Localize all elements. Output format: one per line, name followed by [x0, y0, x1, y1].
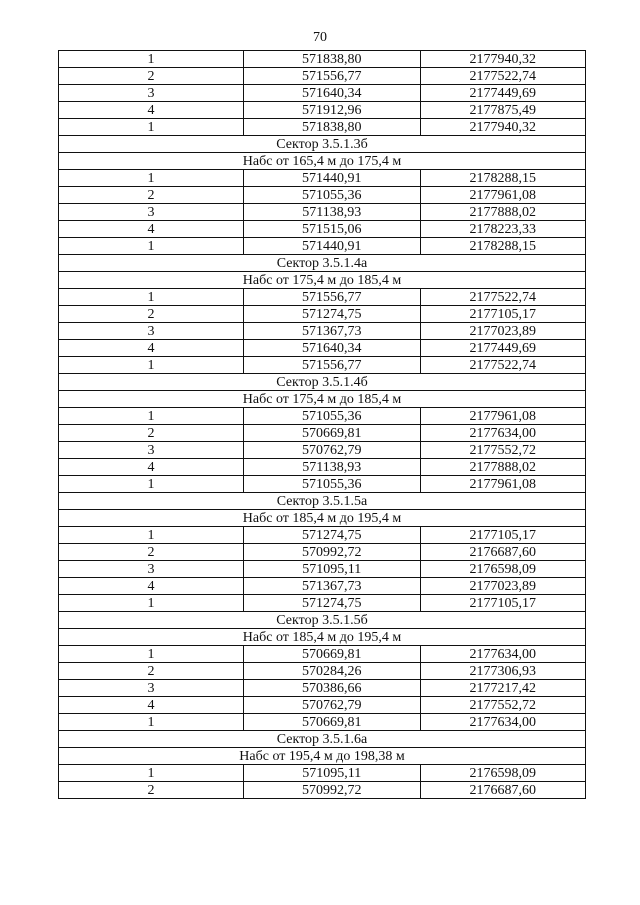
x-coordinate-cell: 571367,73 — [244, 578, 420, 595]
point-number-cell: 4 — [59, 340, 244, 357]
y-coordinate-cell: 2177105,17 — [420, 595, 586, 612]
x-coordinate-cell: 571095,11 — [244, 561, 420, 578]
x-coordinate-cell: 571640,34 — [244, 340, 420, 357]
point-number-cell: 3 — [59, 561, 244, 578]
x-coordinate-cell: 571095,11 — [244, 765, 420, 782]
point-number-cell: 1 — [59, 51, 244, 68]
point-number-cell: 1 — [59, 357, 244, 374]
point-number-cell: 1 — [59, 595, 244, 612]
point-row — [59, 85, 586, 102]
y-coordinate-cell: 2177940,32 — [420, 119, 586, 136]
x-coordinate-cell: 571274,75 — [244, 595, 420, 612]
section-header-cell: Набс от 165,4 м до 175,4 м — [59, 153, 586, 170]
y-coordinate-cell: 2177634,00 — [420, 425, 586, 442]
y-coordinate-cell: 2177105,17 — [420, 527, 586, 544]
point-number-cell: 1 — [59, 289, 244, 306]
point-row — [59, 561, 586, 578]
y-coordinate-cell: 2177306,93 — [420, 663, 586, 680]
point-number-cell: 3 — [59, 680, 244, 697]
y-coordinate-cell: 2176687,60 — [420, 544, 586, 561]
point-row — [59, 646, 586, 663]
point-number-cell: 2 — [59, 306, 244, 323]
point-number-cell: 1 — [59, 408, 244, 425]
section-header-row — [59, 272, 586, 289]
section-header-cell: Сектор 3.5.1.3б — [59, 136, 586, 153]
y-coordinate-cell: 2177522,74 — [420, 68, 586, 85]
point-number-cell: 1 — [59, 527, 244, 544]
y-coordinate-cell: 2177449,69 — [420, 340, 586, 357]
point-number-cell: 1 — [59, 646, 244, 663]
x-coordinate-cell: 571055,36 — [244, 187, 420, 204]
point-row — [59, 476, 586, 493]
point-row — [59, 680, 586, 697]
point-row — [59, 289, 586, 306]
section-header-cell: Сектор 3.5.1.5б — [59, 612, 586, 629]
y-coordinate-cell: 2178288,15 — [420, 238, 586, 255]
page-number: 70 — [313, 30, 327, 45]
point-row — [59, 442, 586, 459]
point-row — [59, 578, 586, 595]
x-coordinate-cell: 570992,72 — [244, 782, 420, 799]
y-coordinate-cell: 2177634,00 — [420, 646, 586, 663]
point-number-cell: 2 — [59, 782, 244, 799]
point-number-cell: 2 — [59, 68, 244, 85]
y-coordinate-cell: 2176598,09 — [420, 561, 586, 578]
coordinates-table-body — [59, 51, 586, 799]
x-coordinate-cell: 570284,26 — [244, 663, 420, 680]
section-header-row — [59, 391, 586, 408]
point-number-cell: 4 — [59, 459, 244, 476]
y-coordinate-cell: 2177888,02 — [420, 459, 586, 476]
point-row — [59, 340, 586, 357]
point-row — [59, 782, 586, 799]
point-row — [59, 238, 586, 255]
x-coordinate-cell: 571556,77 — [244, 289, 420, 306]
point-number-cell: 1 — [59, 714, 244, 731]
y-coordinate-cell: 2177634,00 — [420, 714, 586, 731]
section-header-row — [59, 255, 586, 272]
x-coordinate-cell: 570992,72 — [244, 544, 420, 561]
y-coordinate-cell: 2177888,02 — [420, 204, 586, 221]
x-coordinate-cell: 571556,77 — [244, 357, 420, 374]
x-coordinate-cell: 571556,77 — [244, 68, 420, 85]
point-number-cell: 1 — [59, 170, 244, 187]
x-coordinate-cell: 570762,79 — [244, 697, 420, 714]
point-row — [59, 119, 586, 136]
point-number-cell: 3 — [59, 85, 244, 102]
y-coordinate-cell: 2178288,15 — [420, 170, 586, 187]
point-row — [59, 221, 586, 238]
y-coordinate-cell: 2177552,72 — [420, 697, 586, 714]
section-header-cell: Набс от 185,4 м до 195,4 м — [59, 629, 586, 646]
y-coordinate-cell: 2176598,09 — [420, 765, 586, 782]
x-coordinate-cell: 570669,81 — [244, 714, 420, 731]
point-row — [59, 714, 586, 731]
point-number-cell: 2 — [59, 187, 244, 204]
x-coordinate-cell: 571274,75 — [244, 306, 420, 323]
y-coordinate-cell: 2177023,89 — [420, 323, 586, 340]
y-coordinate-cell: 2177552,72 — [420, 442, 586, 459]
x-coordinate-cell: 571838,80 — [244, 119, 420, 136]
point-row — [59, 187, 586, 204]
point-number-cell: 4 — [59, 221, 244, 238]
section-header-cell: Набс от 185,4 м до 195,4 м — [59, 510, 586, 527]
y-coordinate-cell: 2177449,69 — [420, 85, 586, 102]
point-number-cell: 1 — [59, 476, 244, 493]
y-coordinate-cell: 2177961,08 — [420, 408, 586, 425]
point-number-cell: 4 — [59, 697, 244, 714]
y-coordinate-cell: 2177217,42 — [420, 680, 586, 697]
x-coordinate-cell: 571440,91 — [244, 170, 420, 187]
y-coordinate-cell: 2177105,17 — [420, 306, 586, 323]
x-coordinate-cell: 570669,81 — [244, 646, 420, 663]
y-coordinate-cell: 2177961,08 — [420, 476, 586, 493]
section-header-row — [59, 136, 586, 153]
point-row — [59, 51, 586, 68]
x-coordinate-cell: 571274,75 — [244, 527, 420, 544]
point-number-cell: 4 — [59, 578, 244, 595]
x-coordinate-cell: 571515,06 — [244, 221, 420, 238]
section-header-row — [59, 153, 586, 170]
point-row — [59, 357, 586, 374]
x-coordinate-cell: 571055,36 — [244, 476, 420, 493]
point-row — [59, 544, 586, 561]
point-row — [59, 765, 586, 782]
x-coordinate-cell: 571138,93 — [244, 459, 420, 476]
x-coordinate-cell: 570386,66 — [244, 680, 420, 697]
point-number-cell: 2 — [59, 425, 244, 442]
section-header-row — [59, 731, 586, 748]
section-header-cell: Набс от 175,4 м до 185,4 м — [59, 391, 586, 408]
point-number-cell: 4 — [59, 102, 244, 119]
point-row — [59, 102, 586, 119]
y-coordinate-cell: 2177940,32 — [420, 51, 586, 68]
point-row — [59, 306, 586, 323]
point-row — [59, 663, 586, 680]
section-header-cell: Сектор 3.5.1.4а — [59, 255, 586, 272]
section-header-cell: Набс от 195,4 м до 198,38 м — [59, 748, 586, 765]
y-coordinate-cell: 2178223,33 — [420, 221, 586, 238]
section-header-cell: Сектор 3.5.1.5а — [59, 493, 586, 510]
point-row — [59, 204, 586, 221]
x-coordinate-cell: 571138,93 — [244, 204, 420, 221]
point-row — [59, 527, 586, 544]
point-row — [59, 170, 586, 187]
section-header-row — [59, 493, 586, 510]
point-number-cell: 3 — [59, 442, 244, 459]
point-row — [59, 68, 586, 85]
point-number-cell: 1 — [59, 119, 244, 136]
section-header-cell: Сектор 3.5.1.6а — [59, 731, 586, 748]
section-header-row — [59, 510, 586, 527]
point-number-cell: 3 — [59, 323, 244, 340]
point-number-cell: 1 — [59, 238, 244, 255]
x-coordinate-cell: 571440,91 — [244, 238, 420, 255]
point-row — [59, 697, 586, 714]
y-coordinate-cell: 2177961,08 — [420, 187, 586, 204]
coordinates-table — [58, 50, 586, 799]
x-coordinate-cell: 571367,73 — [244, 323, 420, 340]
y-coordinate-cell: 2177023,89 — [420, 578, 586, 595]
section-header-row — [59, 748, 586, 765]
point-row — [59, 408, 586, 425]
y-coordinate-cell: 2177522,74 — [420, 289, 586, 306]
y-coordinate-cell: 2176687,60 — [420, 782, 586, 799]
x-coordinate-cell: 570669,81 — [244, 425, 420, 442]
point-number-cell: 1 — [59, 765, 244, 782]
section-header-row — [59, 374, 586, 391]
point-number-cell: 2 — [59, 663, 244, 680]
x-coordinate-cell: 571640,34 — [244, 85, 420, 102]
point-row — [59, 459, 586, 476]
point-number-cell: 2 — [59, 544, 244, 561]
x-coordinate-cell: 571838,80 — [244, 51, 420, 68]
y-coordinate-cell: 2177522,74 — [420, 357, 586, 374]
x-coordinate-cell: 570762,79 — [244, 442, 420, 459]
point-row — [59, 425, 586, 442]
section-header-row — [59, 629, 586, 646]
point-number-cell: 3 — [59, 204, 244, 221]
x-coordinate-cell: 571055,36 — [244, 408, 420, 425]
point-row — [59, 595, 586, 612]
section-header-cell: Набс от 175,4 м до 185,4 м — [59, 272, 586, 289]
x-coordinate-cell: 571912,96 — [244, 102, 420, 119]
point-row — [59, 323, 586, 340]
section-header-cell: Сектор 3.5.1.4б — [59, 374, 586, 391]
section-header-row — [59, 612, 586, 629]
y-coordinate-cell: 2177875,49 — [420, 102, 586, 119]
